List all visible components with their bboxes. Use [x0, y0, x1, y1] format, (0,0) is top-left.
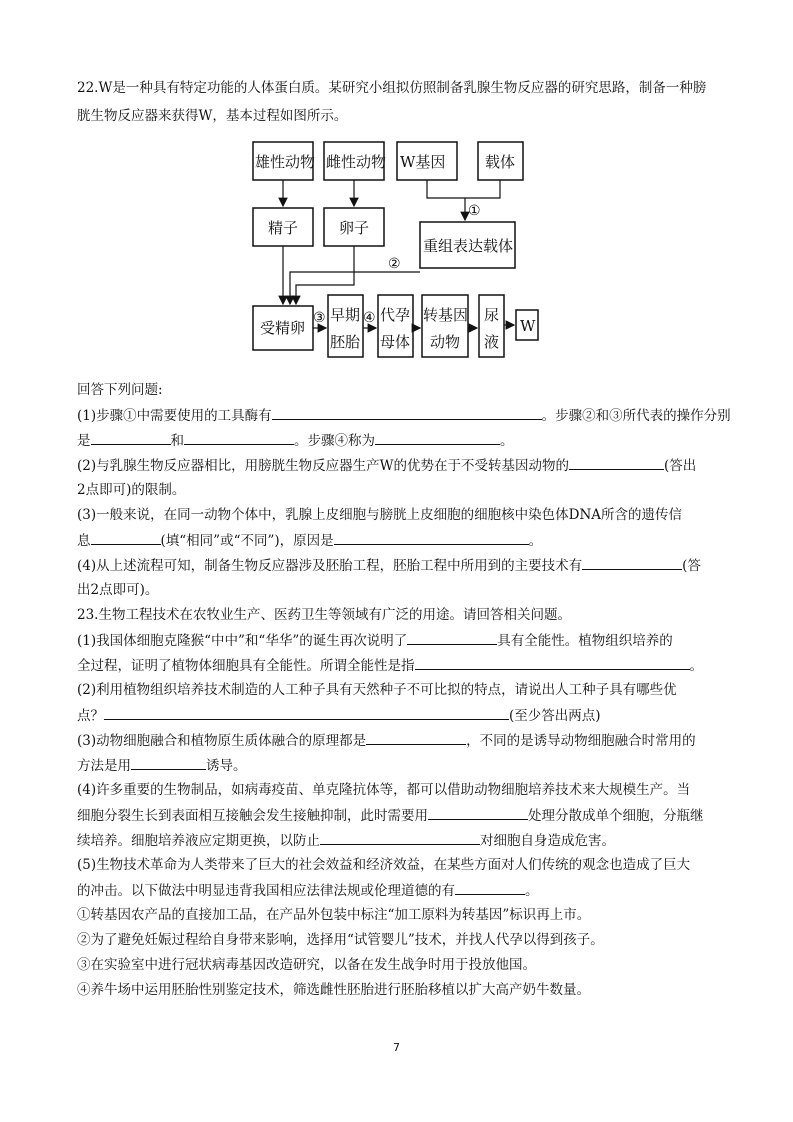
answer-prompt: 回答下列问题:	[77, 382, 163, 398]
transgenic-label-1: 转基因	[423, 306, 469, 324]
q23-part3-line2: 方法是用 诱导。	[77, 755, 247, 776]
male-animal-label: 雄性动物	[255, 153, 316, 171]
q23-part5-line1: (5)生物技术革命为人类带来了巨大的社会效益和经济效益，在某些方面对人们传统的观念也造成了巨大	[77, 857, 691, 873]
q22-part3-line2: 息 (填“相同”或“不同”)，原因是 。	[77, 530, 542, 551]
q23-part4-line2: 细胞分裂生长到表面相互接触会发生接触抑制，此时需要用 处理分散成单个细胞，分瓶继	[77, 805, 704, 826]
answer-blank[interactable]	[582, 555, 682, 570]
urine-label-2: 液	[484, 333, 500, 351]
q23-option3: ③在实验室中进行冠状病毒基因改造研究，以备在发生战争时用于投放他国。	[77, 957, 536, 973]
step2-marker: ②	[388, 256, 401, 272]
answer-blank[interactable]	[91, 530, 161, 545]
q23-part2-line1: (2)利用植物组织培养技术制造的人工种子具有天然种子不可比拟的特点，请说出人工种子具有哪些优	[77, 682, 677, 698]
answer-blank[interactable]	[569, 455, 664, 470]
step3-marker: ③	[313, 310, 326, 326]
page-number: 7	[393, 1041, 400, 1054]
q23-part4-line3: 续培养。细胞培养液应定期更换，以防止 对细胞自身造成危害。	[77, 830, 615, 851]
w-gene-label: W基因	[400, 153, 446, 171]
q22-part4-line1: (4)从上述流程可知，制备生物反应器涉及胚胎工程，胚胎工程中所用到的主要技术有 (答	[77, 555, 701, 576]
answer-blank[interactable]	[407, 630, 497, 645]
q23-part3-line1: (3)动物细胞融合和植物原生质体融合的原理都是 ，不同的是诱导动物细胞融合时常用的	[77, 730, 696, 751]
answer-blank[interactable]	[455, 880, 525, 895]
early-embryo-label-1: 早期	[330, 306, 361, 324]
step1-marker: ①	[468, 203, 481, 219]
q22-intro-line2: 胱生物反应器来获得W，基本过程如图所示。	[77, 108, 348, 124]
q22-part1-line2: 是 和 。步骤④称为 。	[77, 430, 514, 451]
q22-intro-line1: 22.W是一种具有特定功能的人体蛋白质。某研究小组拟仿照制备乳腺生物反应器的研究思路，制备一种膀	[77, 80, 707, 96]
answer-blank[interactable]	[184, 430, 294, 445]
q22-part2-line1: (2)与乳腺生物反应器相比，用膀胱生物反应器生产W的优势在于不受转基因动物的 (答出	[77, 455, 696, 476]
answer-blank[interactable]	[320, 830, 480, 845]
answer-blank[interactable]	[415, 655, 690, 670]
q23-option2: ②为了避免妊娠过程给自身带来影响，选择用“试管婴儿”技术，并找人代孕以得到孩子。	[77, 932, 604, 948]
transgenic-label-2: 动物	[430, 333, 461, 351]
q23-part2-line2: 点？ (至少答出两点)	[77, 705, 601, 726]
answer-blank[interactable]	[334, 530, 529, 545]
fertilized-egg-label: 受精卵	[260, 319, 306, 337]
surrogate-label-2: 母体	[380, 333, 411, 351]
flow-diagram	[0, 0, 793, 380]
vector-label: 载体	[485, 153, 516, 171]
early-embryo-label-2: 胚胎	[330, 333, 361, 351]
q22-part4-line2: 出2点即可)。	[77, 582, 159, 598]
q23-part1-line2: 全过程，证明了植物体细胞具有全能性。所谓全能性是指 。	[77, 655, 703, 676]
surrogate-label-1: 代孕	[380, 306, 411, 324]
egg-label: 卵子	[339, 219, 370, 237]
answer-blank[interactable]	[366, 730, 466, 745]
answer-blank[interactable]	[375, 430, 500, 445]
answer-blank[interactable]	[131, 755, 206, 770]
q23-part5-line2: 的冲击。以下做法中明显违背我国相应法律法规或伦理道德的有 。	[77, 880, 539, 901]
q23-part4-line1: (4)许多重要的生物制品，如病毒疫苗、单克隆抗体等，都可以借助动物细胞培养技术来大规模生产。当	[77, 782, 691, 798]
answer-blank[interactable]	[91, 430, 171, 445]
female-animal-label: 雌性动物	[326, 153, 387, 171]
answer-blank[interactable]	[104, 705, 509, 720]
recombinant-vector-label: 重组表达载体	[423, 237, 514, 255]
sperm-label: 精子	[268, 219, 299, 237]
answer-blank[interactable]	[272, 405, 542, 420]
q23-option4: ④养牛场中运用胚胎性别鉴定技术，筛选雌性胚胎进行胚胎移植以扩大高产奶牛数量。	[77, 982, 590, 998]
q22-part3-line1: (3)一般来说，在同一动物个体中，乳腺上皮细胞与膀胱上皮细胞的细胞核中染色体DNA所含的遗传信	[77, 507, 683, 523]
q22-part2-line2: 2点即可)的限制。	[77, 482, 186, 498]
q23-option1: ①转基因农产品的直接加工品，在产品外包装中标注“加工原料为转基因”标识再上市。	[77, 907, 591, 923]
answer-blank[interactable]	[428, 805, 528, 820]
q22-part1-line1: (1)步骤①中需要使用的工具酶有 。步骤②和③所代表的操作分别	[77, 405, 731, 426]
q23-part1-line1: (1)我国体细胞克隆猴“中中”和“华华”的诞生再次说明了 具有全能性。植物组织培养的	[77, 630, 673, 651]
q23-intro: 23.生物工程技术在农牧业生产、医药卫生等领域有广泛的用途。请回答相关问题。	[77, 607, 571, 623]
urine-label-1: 尿	[484, 306, 500, 324]
step4-marker: ④	[363, 310, 376, 326]
w-label: W	[520, 317, 536, 335]
